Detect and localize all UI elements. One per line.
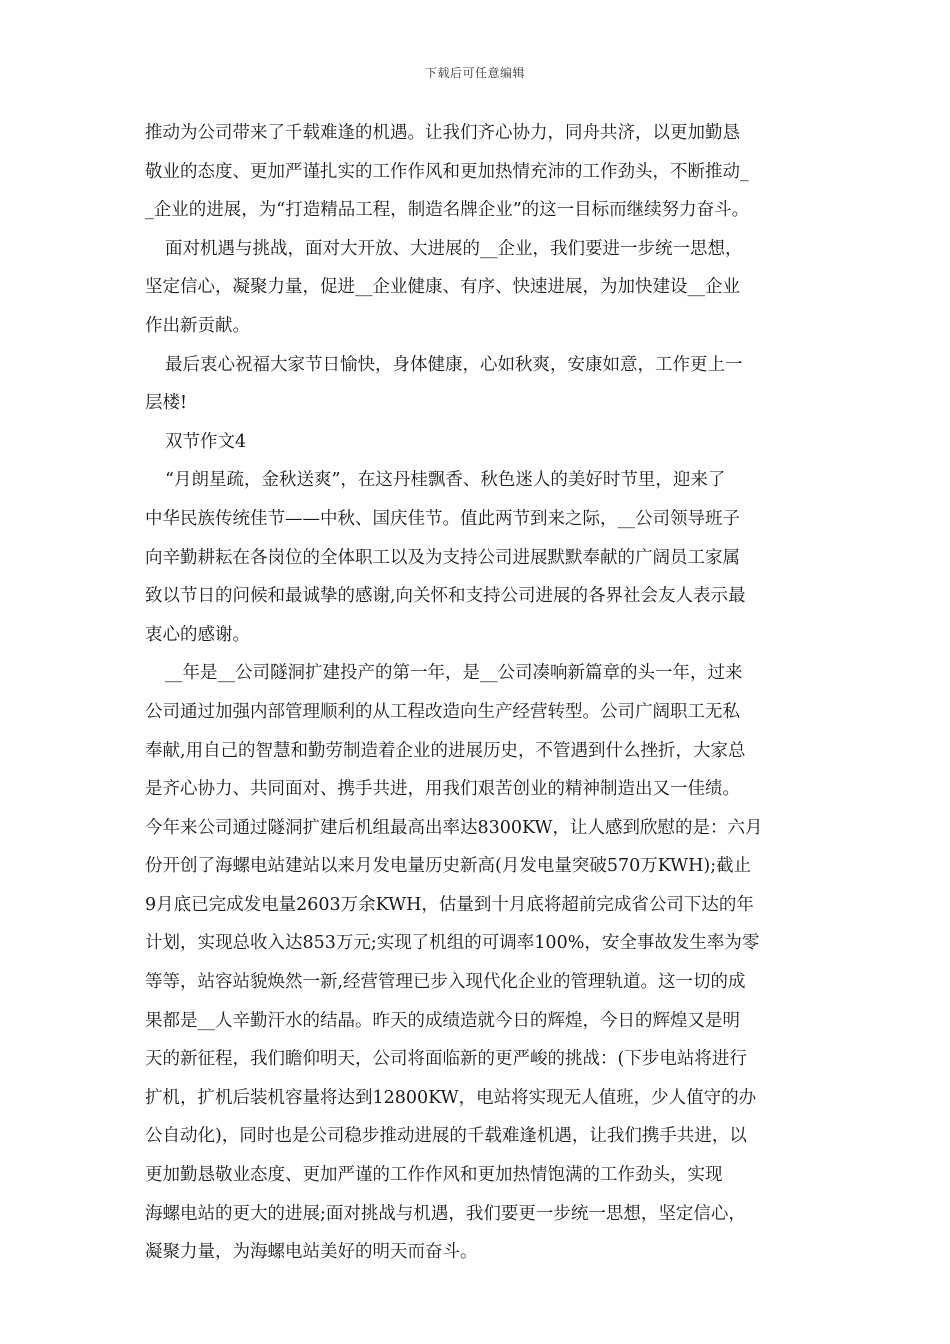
text-line: 海螺电站的更大的进展;面对挑战与机遇，我们要更一步统一思想，坚定信心， xyxy=(145,1203,746,1224)
text-line: 推动为公司带来了千载难逢的机遇。让我们齐心协力，同舟共济，以更加勤恳 xyxy=(145,123,740,143)
text-line: 扩机，扩机后装机容量将达到12800KW，电站将实现无人值班，少人值守的办 xyxy=(145,1087,757,1108)
text-line: 中华民族传统佳节——中秋、国庆佳节。值此两节到来之际，__公司领导班子 xyxy=(145,508,740,529)
text-line: 层楼! xyxy=(145,393,188,414)
document-body xyxy=(145,114,809,1272)
text-line: 9月底已完成发电量2603万余KWH，估量到十月底将超前完成省公司下达的年 xyxy=(145,894,754,915)
text-line: 公司通过加强内部管理顺利的从工程改造向生产经营转型。公司广阔职工无私 xyxy=(145,701,740,722)
text-line: 更加勤恳敬业态度、更加严谨的工作作风和更加热情饱满的工作劲头，实现 xyxy=(145,1165,723,1186)
text-line: 果都是__人辛勤汗水的结晶。昨天的成绩造就今日的辉煌，今日的辉煌又是明 xyxy=(145,1010,740,1031)
text-line: 致以节日的问候和最诚挚的感谢,向关怀和支持公司进展的各界社会友人表示最 xyxy=(145,586,746,607)
text-line: 今年来公司通过隧洞扩建后机组最高出率达8300KW，让人感到欣慰的是：六月 xyxy=(145,817,763,838)
text-line: 奉献,用自己的智慧和勤劳制造着企业的进展历史，不管遇到什么挫折，大家总 xyxy=(145,740,746,761)
paragraph-start: __年是__公司隧洞扩建投产的第一年，是__公司凑响新篇章的头一年，过来 xyxy=(165,663,743,684)
text-line: 敬业的态度、更加严谨扎实的工作作风和更加热情充沛的工作劲头，不断推动_ xyxy=(145,161,749,182)
text-line: _企业的进展，为“打造精品工程，制造名牌企业”的这一目标而继续努力奋斗。 xyxy=(145,200,750,221)
text-line: 衷心的感谢。 xyxy=(145,624,250,645)
text-line: 天的新征程，我们瞻仰明天，公司将面临新的更严峻的挑战：(下步电站将进行 xyxy=(145,1049,747,1070)
text-line: 份开创了海螺电站建站以来月发电量历史新高(月发电量突破570万KWH);截止 xyxy=(145,856,752,877)
text-line: 等等，站容站貌焕然一新,经营管理已步入现代化企业的管理轨道。这一切的成 xyxy=(145,972,746,993)
text-line: 凝聚力量，为海螺电站美好的明天而奋斗。 xyxy=(145,1242,478,1263)
text-line: 向辛勤耕耘在各岗位的全体职工以及为支持公司进展默默奉献的广阔员工家属 xyxy=(145,547,740,568)
text-line: 作出新贡献。 xyxy=(145,315,250,336)
section-title: 双节作文4 xyxy=(165,431,247,452)
text-line: 坚定信心，凝聚力量，促进__企业健康、有序、快速进展，为加快建设__企业 xyxy=(145,277,740,298)
paragraph-start: 最后衷心祝福大家节日愉快，身体健康，心如秋爽，安康如意，工作更上一 xyxy=(165,354,743,375)
paragraph-start: 面对机遇与挑战，面对大开放、大进展的__企业，我们要进一步统一思想， xyxy=(165,238,743,259)
text-line: 公自动化)，同时也是公司稳步推动进展的千载难逢机遇，让我们携手共进，以 xyxy=(145,1126,747,1147)
text-line: 是齐心协力、共同面对、携手共进，用我们艰苦创业的精神制造出又一佳绩。 xyxy=(145,779,740,800)
paragraph-start: “月朗星疏，金秋送爽”，在这丹桂飘香、秋色迷人的美好时节里，迎来了 xyxy=(165,470,726,491)
page-header: 下载后可任意编辑 xyxy=(424,66,525,80)
text-line: 计划，实现总收入达853万元;实现了机组的可调率100%，安全事故发生率为零 xyxy=(145,933,760,954)
